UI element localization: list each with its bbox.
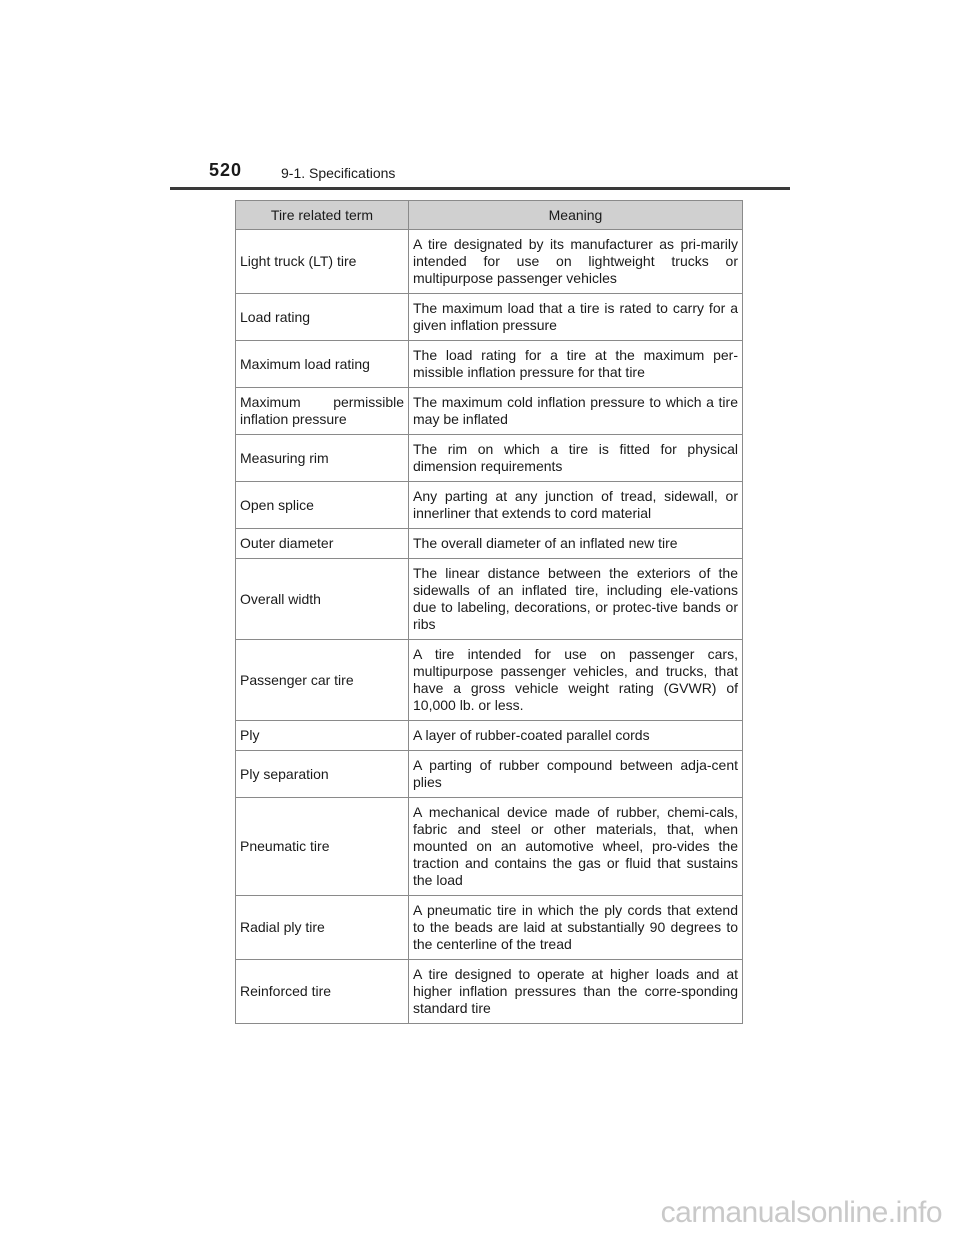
term-cell: Open splice — [236, 482, 409, 529]
term-cell: Light truck (LT) tire — [236, 230, 409, 294]
meaning-cell: The load rating for a tire at the maximum per-missible inflation pressure for that tire — [409, 341, 743, 388]
table-row — [236, 721, 743, 751]
table-row — [236, 230, 743, 294]
meaning-cell: A layer of rubber-coated parallel cords — [409, 721, 743, 751]
term-cell: Maximum load rating — [236, 341, 409, 388]
term-cell: Load rating — [236, 294, 409, 341]
table-row — [236, 482, 743, 529]
table-row — [236, 960, 743, 1024]
table-row — [236, 896, 743, 960]
term-cell: Passenger car tire — [236, 640, 409, 721]
table-row — [236, 388, 743, 435]
table-row — [236, 559, 743, 640]
watermark: carmanualsonline.info — [660, 1196, 942, 1229]
table-header-row — [236, 201, 743, 230]
meaning-cell: A mechanical device made of rubber, chemi-cals, fabric and steel or other materials, that, when mounted on an automotive wheel, pro-vides the traction and contains the gas or fluid that sustains the load — [409, 798, 743, 896]
table-row — [236, 751, 743, 798]
meaning-cell: Any parting at any junction of tread, sidewall, or innerliner that extends to cord material — [409, 482, 743, 529]
term-cell: Pneumatic tire — [236, 798, 409, 896]
section-title: 9-1. Specifications — [281, 165, 396, 181]
table-row — [236, 640, 743, 721]
tire-terms-table — [235, 200, 743, 1024]
meaning-cell: A pneumatic tire in which the ply cords that extend to the beads are laid at substantially 90 degrees to the centerline of the tread — [409, 896, 743, 960]
meaning-cell: The rim on which a tire is fitted for physical dimension requirements — [409, 435, 743, 482]
term-cell: Ply separation — [236, 751, 409, 798]
table-row — [236, 435, 743, 482]
term-cell: Reinforced tire — [236, 960, 409, 1024]
meaning-cell: A tire designed to operate at higher loads and at higher inflation pressures than the corre-sponding standard tire — [409, 960, 743, 1024]
table-row — [236, 798, 743, 896]
table-row — [236, 529, 743, 559]
meaning-cell: The maximum cold inflation pressure to which a tire may be inflated — [409, 388, 743, 435]
term-cell: Measuring rim — [236, 435, 409, 482]
meaning-cell: A tire designated by its manufacturer as pri-marily intended for use on lightweight trucks or multipurpose passenger vehicles — [409, 230, 743, 294]
term-cell: Ply — [236, 721, 409, 751]
meaning-cell: The maximum load that a tire is rated to carry for a given inflation pressure — [409, 294, 743, 341]
table-row — [236, 294, 743, 341]
meaning-cell: The linear distance between the exteriors of the sidewalls of an inflated tire, including ele-vations due to labeling, decorations, or protec-tive bands or ribs — [409, 559, 743, 640]
term-cell: Radial ply tire — [236, 896, 409, 960]
column-header-term: Tire related term — [236, 201, 409, 230]
header-divider — [170, 187, 790, 190]
meaning-cell: A parting of rubber compound between adja-cent plies — [409, 751, 743, 798]
term-cell: Outer diameter — [236, 529, 409, 559]
column-header-meaning: Meaning — [409, 201, 743, 230]
page-number: 520 — [209, 160, 243, 180]
meaning-cell: The overall diameter of an inflated new tire — [409, 529, 743, 559]
table-row — [236, 341, 743, 388]
term-cell: Overall width — [236, 559, 409, 640]
meaning-cell: A tire intended for use on passenger cars, multipurpose passenger vehicles, and trucks, that have a gross vehicle weight rating (GVWR) of 10,000 lb. or less. — [409, 640, 743, 721]
term-cell: Maximum permissible inflation pressure — [236, 388, 409, 435]
